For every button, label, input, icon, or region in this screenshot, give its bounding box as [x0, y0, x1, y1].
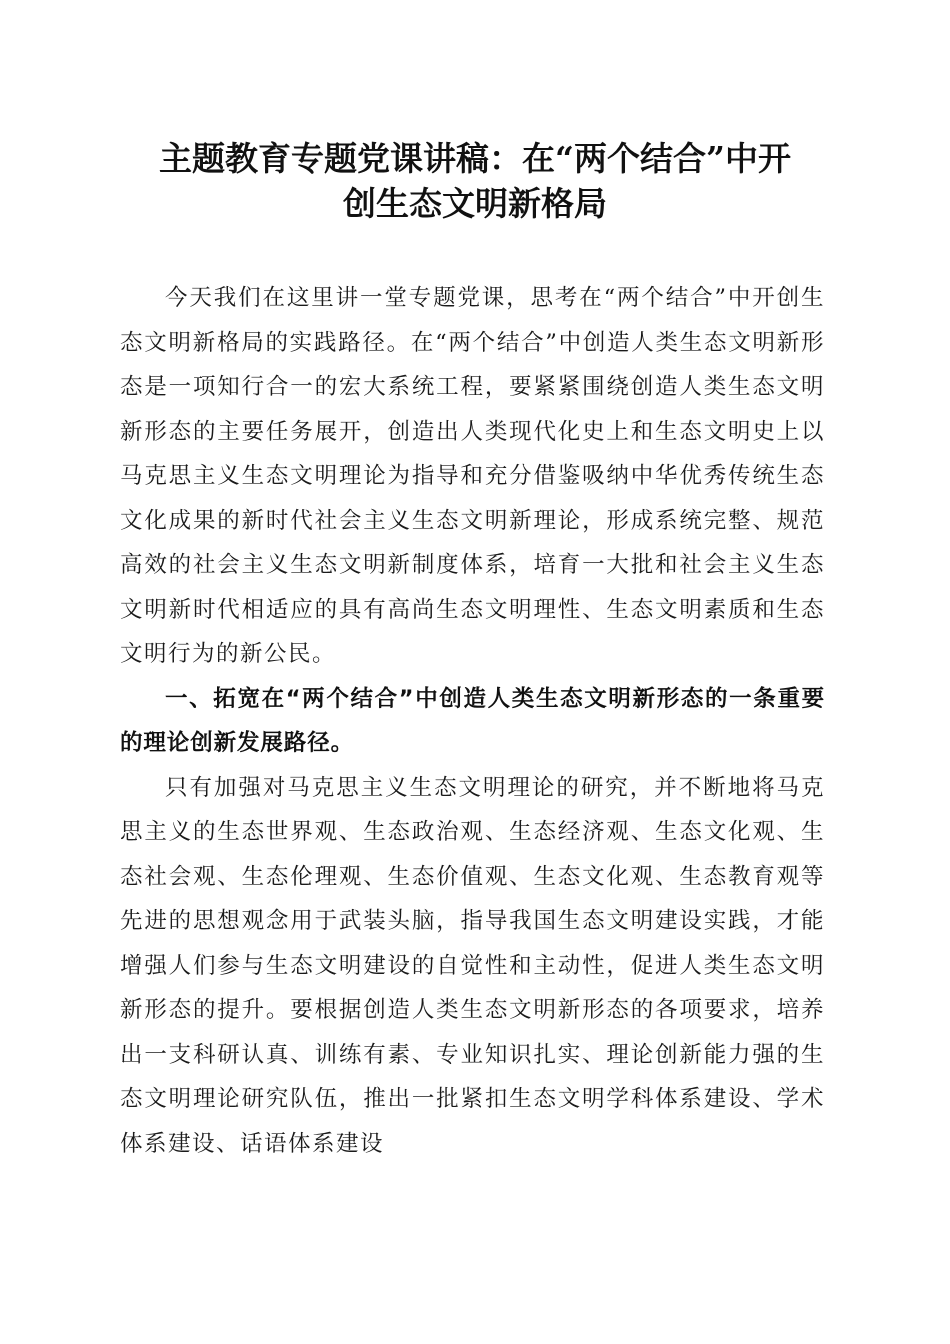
title-line-1: 主题教育专题党课讲稿：在“两个结合”中开 [159, 139, 791, 178]
paragraph-section-1: 只有加强对马克思主义生态文明理论的研究，并不断地将马克思主义的生态世界观、生态政治观、生态经济观、生态文化观、生态社会观、生态伦理观、生态价值观、生态文化观、生态教育观等先进的思想观念用于武装头脑，指导我国生态文明建设实践，才能增强人们参与生态文明建设的自觉性和主动性，促进人类生态文明新形态的提升。要根据创造人类生态文明新形态的各项要求，培养出一支科研认真、训练有素、专业知识扎实、理论创新能力强的生态文明理论研究队伍，推出一批紧扣生态文明学科体系建设、学术体系建设、话语体系建设 [120, 774, 825, 1157]
title-line-2: 创生态文明新格局 [343, 184, 607, 223]
paragraph-intro: 今天我们在这里讲一堂专题党课，思考在“两个结合”中开创生态文明新格局的实践路径。在“两个结合”中创造人类生态文明新形态是一项知行合一的宏大系统工程，要紧紧围绕创造人类生态文明新形态的主要任务展开，创造出人类现代化史上和生态文明史上以马克思主义生态文明理论为指导和充分借鉴吸纳中华优秀传统生态文化成果的新时代社会主义生态文明新理论，形成系统完整、规范高效的社会主义生态文明新制度体系，培育一大批和社会主义生态文明新时代相适应的具有高尚生态文明理性、生态文明素质和生态文明行为的新公民。 [120, 285, 825, 667]
document-title [100, 136, 850, 226]
document-body [120, 276, 825, 1166]
section-heading-1: 一、拓宽在“两个结合”中创造人类生态文明新形态的一条重要的理论创新发展路径。 [120, 685, 825, 756]
